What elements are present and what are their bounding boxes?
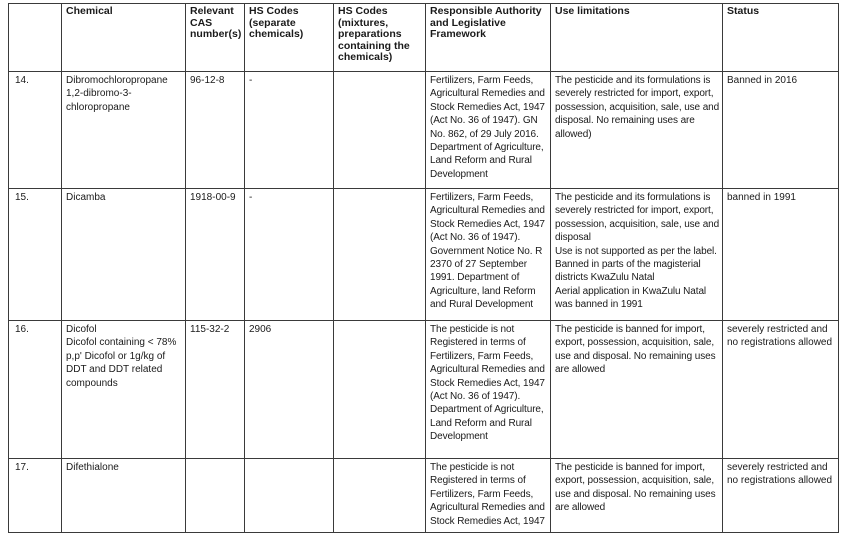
status-line: Banned in 2016 bbox=[727, 75, 798, 86]
chemical-line: Dibromochloropropane bbox=[66, 75, 168, 86]
authority-line: Fertilizers, Farm Feeds, bbox=[430, 350, 534, 362]
cas-cell: 115-32-2 bbox=[186, 321, 245, 459]
use-line: disposal. No remaining uses are bbox=[555, 115, 695, 127]
authority-line: 1991. Department of bbox=[430, 272, 520, 284]
authority-line: Agricultural Remedies and bbox=[430, 364, 545, 376]
chemical-line: DDT and DDT related bbox=[66, 364, 163, 376]
table-row bbox=[9, 189, 839, 321]
header-hs-separate bbox=[245, 4, 334, 72]
row-number: 14. bbox=[9, 72, 62, 189]
header-cas-line: CAS bbox=[190, 16, 213, 29]
header-hs-separate-line: chemicals) bbox=[249, 28, 304, 40]
chemical-cell bbox=[62, 72, 186, 189]
use-line: use and disposal. No remaining uses bbox=[555, 488, 716, 500]
chemical-line: Difethialone bbox=[66, 462, 119, 473]
authority-line: Stock Remedies Act, 1947 bbox=[430, 377, 545, 389]
header-authority-line: and Legislative bbox=[430, 16, 506, 29]
status-cell bbox=[723, 189, 839, 321]
header-hs-separate-line: (separate bbox=[249, 16, 296, 29]
header-hs-mixtures-line: chemicals) bbox=[338, 51, 393, 63]
header-hs-mixtures-line: containing the bbox=[338, 39, 410, 52]
authority-cell bbox=[426, 189, 551, 321]
use-line: severely restricted for import, export, bbox=[555, 88, 714, 100]
status-line: severely restricted and bbox=[727, 462, 828, 473]
cas-cell bbox=[186, 459, 245, 533]
status-cell bbox=[723, 321, 839, 459]
use-limitations-cell bbox=[551, 72, 723, 189]
authority-line: 2370 of 27 September bbox=[430, 259, 527, 271]
authority-line: Fertilizers, Farm Feeds, bbox=[430, 488, 534, 500]
authority-line: Land Reform and Rural bbox=[430, 155, 532, 167]
authority-line: (Act No. 36 of 1947). bbox=[430, 391, 521, 403]
use-limitations-cell bbox=[551, 459, 723, 533]
use-line: are allowed bbox=[555, 502, 606, 514]
table-row bbox=[9, 321, 839, 459]
use-line: Aerial application in KwaZulu Natal bbox=[555, 285, 707, 297]
authority-line: Land Reform and Rural bbox=[430, 417, 532, 429]
use-line: The pesticide is banned for import, bbox=[555, 324, 705, 335]
hs-mixtures-cell bbox=[334, 72, 426, 189]
header-hs-separate-line: HS Codes bbox=[249, 5, 299, 17]
authority-line: Stock Remedies Act, 1947 bbox=[430, 515, 545, 527]
table-row bbox=[9, 459, 839, 533]
status-line: banned in 1991 bbox=[727, 192, 796, 203]
use-line: Use is not supported as per the label. bbox=[555, 245, 717, 257]
authority-line: Department of Agriculture, bbox=[430, 142, 544, 154]
cas-cell: 96-12-8 bbox=[186, 72, 245, 189]
status-line: no registrations allowed bbox=[727, 475, 833, 487]
chemical-line: p,p' Dicofol or 1g/kg of bbox=[66, 350, 166, 362]
chemical-line: Dicamba bbox=[66, 192, 106, 203]
status-cell bbox=[723, 459, 839, 533]
authority-line: Fertilizers, Farm Feeds, bbox=[430, 75, 534, 86]
header-cas-line: number(s) bbox=[190, 28, 242, 40]
hs-separate-cell bbox=[245, 459, 334, 533]
header-hs-mixtures-line: (mixtures, bbox=[338, 16, 389, 29]
use-line: The pesticide is banned for import, bbox=[555, 462, 705, 473]
authority-cell bbox=[426, 72, 551, 189]
chemical-cell bbox=[62, 321, 186, 459]
use-line: possession, acquisition, sale, use and bbox=[555, 218, 720, 230]
header-authority-line: Responsible Authority bbox=[430, 5, 542, 17]
authority-line: Agriculture, land Reform bbox=[430, 285, 536, 297]
hs-mixtures-cell bbox=[334, 459, 426, 533]
authority-line: Registered in terms of bbox=[430, 475, 526, 487]
table-row bbox=[9, 72, 839, 189]
header-authority-line: Framework bbox=[430, 28, 487, 40]
authority-line: The pesticide is not bbox=[430, 324, 515, 335]
hs-separate-cell: - bbox=[245, 72, 334, 189]
authority-line: Development bbox=[430, 168, 488, 180]
authority-line: (Act No. 36 of 1947). bbox=[430, 232, 521, 244]
header-cas-line: Relevant bbox=[190, 5, 234, 17]
authority-line: Registered in terms of bbox=[430, 337, 526, 349]
header-use-limitations: Use limitations bbox=[551, 4, 723, 72]
chemical-cell bbox=[62, 189, 186, 321]
header-hs-mixtures-line: HS Codes bbox=[338, 5, 388, 17]
chemical-line: 1,2-dibromo-3- bbox=[66, 88, 132, 100]
use-line: export, possession, acquisition, sale, bbox=[555, 475, 715, 487]
hs-mixtures-cell bbox=[334, 189, 426, 321]
authority-line: Agricultural Remedies and bbox=[430, 205, 545, 217]
header-chemical: Chemical bbox=[62, 4, 186, 72]
use-line: are allowed bbox=[555, 364, 606, 376]
row-number: 15. bbox=[9, 189, 62, 321]
use-line: allowed) bbox=[555, 128, 592, 140]
status-cell bbox=[723, 72, 839, 189]
chemical-line: compounds bbox=[66, 377, 118, 389]
row-number: 17. bbox=[9, 459, 62, 533]
chemical-line: chloropropane bbox=[66, 101, 130, 113]
use-line: Banned in parts of the magisterial bbox=[555, 259, 701, 271]
use-line: export, possession, acquisition, sale, bbox=[555, 337, 715, 349]
use-line: use and disposal. No remaining uses bbox=[555, 350, 716, 362]
row-number: 16. bbox=[9, 321, 62, 459]
authority-line: Development bbox=[430, 431, 488, 443]
authority-line: The pesticide is not bbox=[430, 462, 515, 473]
use-line: was banned in 1991 bbox=[555, 299, 643, 311]
authority-line: Stock Remedies Act, 1947 bbox=[430, 101, 545, 113]
authority-line: Fertilizers, Farm Feeds, bbox=[430, 192, 534, 203]
use-line: districts KwaZulu Natal bbox=[555, 272, 655, 284]
header-hs-mixtures-line: preparations bbox=[338, 28, 402, 40]
use-limitations-cell bbox=[551, 189, 723, 321]
chemical-line: Dicofol containing < 78% bbox=[66, 337, 177, 349]
hs-separate-cell: 2906 bbox=[245, 321, 334, 459]
authority-cell bbox=[426, 321, 551, 459]
authority-line: (Act No. 36 of 1947). GN bbox=[430, 115, 538, 127]
chemical-cell bbox=[62, 459, 186, 533]
authority-cell bbox=[426, 459, 551, 533]
header-hs-mixtures bbox=[334, 4, 426, 72]
header-cas bbox=[186, 4, 245, 72]
authority-line: and Rural Development bbox=[430, 299, 533, 311]
use-line: possession, acquisition, sale, use and bbox=[555, 101, 720, 113]
use-line: severely restricted for import, export, bbox=[555, 205, 714, 217]
use-line: disposal bbox=[555, 232, 591, 244]
use-line: The pesticide and its formulations is bbox=[555, 192, 711, 203]
authority-line: Agricultural Remedies and bbox=[430, 88, 545, 100]
authority-line: Government Notice No. R bbox=[430, 245, 543, 257]
cas-cell: 1918-00-9 bbox=[186, 189, 245, 321]
authority-line: Agricultural Remedies and bbox=[430, 502, 545, 514]
authority-line: No. 862, of 29 July 2016. bbox=[430, 128, 539, 140]
authority-line: Department of Agriculture, bbox=[430, 404, 544, 416]
header-status: Status bbox=[723, 4, 839, 72]
hs-mixtures-cell bbox=[334, 321, 426, 459]
status-line: severely restricted and bbox=[727, 324, 828, 335]
authority-line: Stock Remedies Act, 1947 bbox=[430, 218, 545, 230]
use-line: The pesticide and its formulations is bbox=[555, 75, 711, 86]
use-limitations-cell bbox=[551, 321, 723, 459]
header-number bbox=[9, 4, 62, 72]
header-authority bbox=[426, 4, 551, 72]
status-line: no registrations allowed bbox=[727, 337, 833, 349]
header-row bbox=[9, 4, 839, 72]
chemical-line: Dicofol bbox=[66, 324, 97, 335]
chemicals-table bbox=[8, 3, 839, 533]
hs-separate-cell: - bbox=[245, 189, 334, 321]
